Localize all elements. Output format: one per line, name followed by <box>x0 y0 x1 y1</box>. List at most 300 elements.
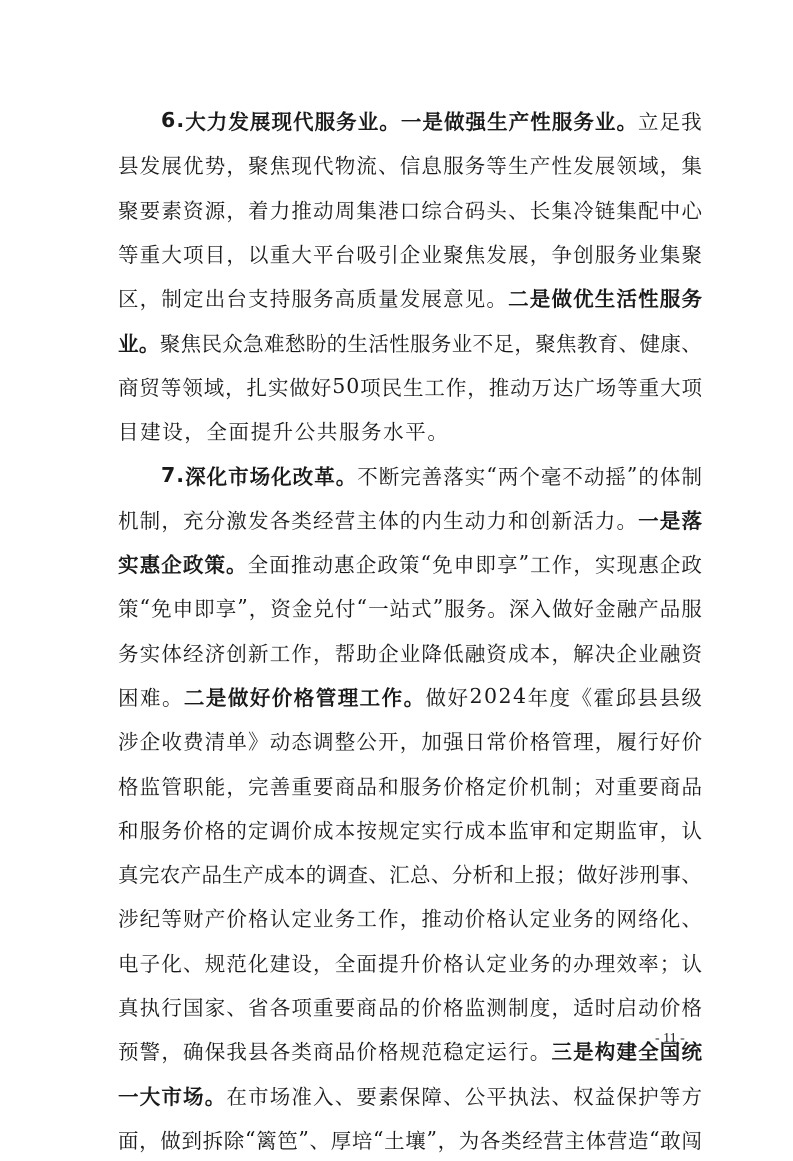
character: 费 <box>183 730 204 755</box>
character: 定 <box>183 287 204 312</box>
character: 作 <box>291 641 312 666</box>
character: 家 <box>204 996 226 1021</box>
character: 合 <box>443 198 464 223</box>
character: 服 <box>681 597 702 622</box>
character: 体 <box>161 641 182 666</box>
character: 率 <box>638 951 659 976</box>
character: 工 <box>424 375 445 400</box>
character: 性 <box>551 154 572 179</box>
character: 经 <box>522 1128 543 1153</box>
character: 办 <box>573 951 594 976</box>
character: 定 <box>573 818 594 843</box>
character: 管 <box>161 774 182 799</box>
character: 聚 <box>118 198 139 223</box>
character: 保 <box>616 1084 637 1109</box>
character: 体 <box>659 464 681 489</box>
character: 现 <box>291 154 312 179</box>
character: 建 <box>269 951 291 976</box>
character: 产 <box>243 863 264 888</box>
character: 大 <box>660 375 681 400</box>
character: 报 <box>535 863 556 888</box>
character: 业 <box>313 907 334 932</box>
character: 益 <box>594 1084 616 1109</box>
character: 做 <box>160 1128 181 1153</box>
character: 领 <box>616 154 637 179</box>
character: 的 <box>399 996 421 1021</box>
character: 务 <box>573 907 594 932</box>
character: 摇 <box>605 464 626 489</box>
character: 定 <box>291 907 312 932</box>
character: 项 <box>183 243 204 268</box>
character: 障 <box>421 1084 442 1109</box>
character: 行 <box>443 818 464 843</box>
character: 调 <box>326 863 348 888</box>
character: 要 <box>139 198 161 223</box>
character: 域 <box>638 154 659 179</box>
bold-character: 服 <box>551 110 573 135</box>
character: 业 <box>638 641 659 666</box>
character: 域 <box>203 375 225 400</box>
bold-character: 业 <box>118 331 139 356</box>
character: 以 <box>248 243 269 268</box>
bold-character: 政 <box>182 553 204 578</box>
character: ， <box>551 641 572 666</box>
character: 难 <box>264 331 285 356</box>
character: 电 <box>118 951 139 976</box>
character: 达 <box>552 375 574 400</box>
character: 年 <box>527 686 549 710</box>
bold-character: 一 <box>400 110 422 135</box>
character: 务 <box>118 641 139 666</box>
character: 民 <box>201 331 222 356</box>
character: 业 <box>551 907 572 932</box>
character: 县 <box>118 154 139 179</box>
character: 财 <box>183 907 204 932</box>
bold-character: 是 <box>529 287 551 312</box>
character: 稳 <box>443 1040 464 1065</box>
character: 、 <box>508 198 529 223</box>
character: 体 <box>378 508 399 533</box>
character: 立 <box>638 110 659 135</box>
text-line <box>118 940 702 984</box>
bold-character: 市 <box>228 464 249 489</box>
character: 闯 <box>681 1128 702 1153</box>
character: 制 <box>508 996 529 1021</box>
character: 动 <box>583 464 605 489</box>
character: 务 <box>430 331 452 356</box>
character: 定 <box>399 818 421 843</box>
character: 级 <box>681 686 702 710</box>
character: 调 <box>313 730 334 755</box>
character: 站 <box>389 597 411 622</box>
character: 申 <box>453 553 475 578</box>
character: ， <box>226 774 247 799</box>
bold-character: . <box>176 108 185 133</box>
character: 制 <box>139 508 161 533</box>
character: 、 <box>681 907 702 932</box>
character: 高 <box>334 287 356 312</box>
character: 成 <box>264 863 285 888</box>
character: 、 <box>430 863 452 888</box>
character: 价 <box>464 907 486 932</box>
character: 格 <box>118 774 139 799</box>
character: ， <box>313 951 334 976</box>
character: 平 <box>405 420 426 445</box>
character: 聚 <box>681 243 702 268</box>
character: 深 <box>508 597 530 622</box>
character: 足 <box>659 110 681 135</box>
character: 2 <box>498 684 512 708</box>
character: 定 <box>529 907 551 932</box>
character: ， <box>573 553 594 578</box>
character: 台 <box>334 243 356 268</box>
character: ” <box>426 1126 437 1151</box>
character: 作 <box>378 907 399 932</box>
character: 免 <box>432 553 453 578</box>
character: 全 <box>206 420 227 445</box>
character: 县 <box>659 686 680 710</box>
character: 不 <box>562 464 583 489</box>
character: ， <box>161 1040 182 1065</box>
character: 、 <box>226 996 247 1021</box>
character: 履 <box>616 730 637 755</box>
character: 生 <box>508 154 529 179</box>
character: 保 <box>399 1084 421 1109</box>
character: 除 <box>223 1128 245 1153</box>
character: 业 <box>508 951 529 976</box>
character: 权 <box>573 1084 594 1109</box>
character: 能 <box>204 774 226 799</box>
text-line <box>118 1073 702 1117</box>
character: 价 <box>226 907 247 932</box>
character: 工 <box>356 907 377 932</box>
character: 监 <box>139 774 161 799</box>
bold-character: . <box>176 462 185 487</box>
bold-character: 管 <box>315 686 337 710</box>
character: 上 <box>514 863 535 888</box>
character: 健 <box>639 331 660 356</box>
bold-character: 好 <box>249 686 271 710</box>
character: 测 <box>486 996 507 1021</box>
text-line <box>118 497 702 541</box>
bold-character: 务 <box>573 110 594 135</box>
character: 各 <box>269 508 291 533</box>
character: 两 <box>497 464 519 489</box>
character: 价 <box>508 730 529 755</box>
character: 2 <box>469 684 483 708</box>
character: ” <box>432 595 444 620</box>
character: 邱 <box>615 686 636 710</box>
character: 流 <box>356 154 377 179</box>
character: 周 <box>334 198 356 223</box>
character: 申 <box>172 597 194 622</box>
character: 和 <box>551 818 572 843</box>
character: 品 <box>201 863 222 888</box>
character: 难 <box>139 686 161 710</box>
character: 规 <box>378 818 399 843</box>
character: ， <box>437 1128 459 1153</box>
character: 、 <box>551 1084 572 1109</box>
character: ； <box>659 951 681 976</box>
text-line <box>118 364 702 408</box>
character: 县 <box>248 1040 269 1065</box>
character: 常 <box>486 730 507 755</box>
text-line <box>118 674 702 718</box>
character: 监 <box>616 818 637 843</box>
character: 工 <box>530 553 551 578</box>
character: 开 <box>378 730 399 755</box>
character: 要 <box>313 774 334 799</box>
character: 行 <box>508 1040 529 1065</box>
character: 业 <box>421 243 442 268</box>
character: ， <box>226 198 247 223</box>
character: 内 <box>421 508 442 533</box>
character: 要 <box>638 774 659 799</box>
character: 态 <box>291 730 312 755</box>
character: 扎 <box>246 375 268 400</box>
character: 商 <box>118 375 139 400</box>
character: 做 <box>551 597 573 622</box>
character: 市 <box>248 1084 269 1109</box>
character: 的 <box>305 863 327 888</box>
character: 生 <box>403 375 424 400</box>
character: ， <box>313 641 334 666</box>
character: 惠 <box>334 553 355 578</box>
character: 》 <box>248 730 269 755</box>
character: 面 <box>228 420 249 445</box>
character: 企 <box>355 553 377 578</box>
character: ； <box>556 863 577 888</box>
character: 等 <box>617 375 638 400</box>
character: 成 <box>313 818 334 843</box>
character: 实 <box>594 553 616 578</box>
character: 格 <box>204 818 226 843</box>
character: 制 <box>161 287 182 312</box>
character: 价 <box>356 1040 377 1065</box>
character: 动 <box>464 508 486 533</box>
character: 活 <box>573 508 594 533</box>
bold-character: 活 <box>616 287 637 312</box>
character: 发 <box>573 154 594 179</box>
character: 职 <box>183 774 204 799</box>
bold-character: 惠 <box>139 553 161 578</box>
character: 网 <box>616 907 637 932</box>
character: 大 <box>291 243 312 268</box>
character: 新 <box>551 508 572 533</box>
character: 我 <box>681 110 702 135</box>
character: 效 <box>616 951 637 976</box>
bold-character: 生 <box>594 287 616 312</box>
character: 展 <box>421 287 442 312</box>
character: 和 <box>378 774 399 799</box>
character: 链 <box>594 198 616 223</box>
character: 析 <box>472 863 494 888</box>
character: 全 <box>247 553 269 578</box>
character: 单 <box>226 730 247 755</box>
character: 造 <box>628 1128 649 1153</box>
character: 重 <box>638 375 660 400</box>
character: 品 <box>681 774 702 799</box>
character: 冷 <box>573 198 594 223</box>
character: 。 <box>616 508 637 533</box>
character: 商 <box>334 774 356 799</box>
character: 。 <box>486 287 507 312</box>
character: 集 <box>681 154 702 179</box>
character: 享 <box>215 597 237 622</box>
character: 本 <box>529 641 551 666</box>
character: 、 <box>443 1084 464 1109</box>
character: 类 <box>501 1128 522 1153</box>
character: 金 <box>595 597 616 622</box>
character: 面 <box>356 951 377 976</box>
bold-character: 建 <box>616 1040 637 1065</box>
character: 日 <box>464 730 486 755</box>
character: 品 <box>378 996 399 1021</box>
character: 民 <box>381 375 403 400</box>
character: 策 <box>398 553 420 578</box>
page-number: - 11 - <box>655 1031 685 1046</box>
character: 价 <box>508 774 529 799</box>
character: 涉 <box>118 907 139 932</box>
bold-character: 力 <box>206 110 228 135</box>
character: 、 <box>681 863 702 888</box>
character: 重 <box>313 996 334 1021</box>
character: 毫 <box>540 464 562 489</box>
text-line <box>118 718 702 762</box>
character: 总 <box>410 863 431 888</box>
character: 各 <box>269 1040 291 1065</box>
character: 国 <box>183 996 204 1021</box>
character: 引 <box>378 243 399 268</box>
character: 发 <box>248 508 269 533</box>
character: 政 <box>681 553 702 578</box>
character: 、 <box>618 331 640 356</box>
character: 平 <box>313 243 334 268</box>
character: “ <box>486 462 497 487</box>
character: 生 <box>443 508 464 533</box>
bold-character: 深 <box>185 464 206 489</box>
bold-character: 务 <box>336 110 357 135</box>
character: 服 <box>443 154 464 179</box>
bold-character: 。 <box>226 553 247 578</box>
character: 启 <box>616 996 637 1021</box>
bold-character: 做 <box>227 686 249 710</box>
character: 聚 <box>159 331 181 356</box>
bold-character: 业 <box>594 110 616 135</box>
character: 我 <box>226 1040 247 1065</box>
character: 主 <box>564 1128 586 1153</box>
character: 业 <box>638 243 659 268</box>
character: 面 <box>118 1128 139 1153</box>
text-line <box>118 630 702 674</box>
character: 务 <box>616 243 637 268</box>
character: 决 <box>594 641 616 666</box>
character: 力 <box>486 508 507 533</box>
character: 全 <box>334 951 356 976</box>
character: 本 <box>284 863 306 888</box>
character: 资 <box>681 641 702 666</box>
character: 品 <box>356 774 377 799</box>
bold-character: 场 <box>183 1084 204 1109</box>
character: 重 <box>616 774 637 799</box>
character: 审 <box>529 818 551 843</box>
bold-character: 一 <box>118 1084 139 1109</box>
character: 公 <box>356 730 377 755</box>
character: 省 <box>248 996 269 1021</box>
character: 理 <box>573 730 594 755</box>
text-line <box>118 984 702 1028</box>
character: 展 <box>508 243 529 268</box>
character: 融 <box>616 597 638 622</box>
character: ， <box>226 243 247 268</box>
character: 新 <box>248 641 269 666</box>
character: 霍 <box>593 686 614 710</box>
character: 企 <box>616 641 637 666</box>
character: 行 <box>161 996 182 1021</box>
bold-character: 。 <box>403 686 425 710</box>
character: 实 <box>267 375 289 400</box>
character: ， <box>225 375 246 400</box>
character: 务 <box>464 154 486 179</box>
character: 发 <box>399 287 421 312</box>
character: 纪 <box>139 907 161 932</box>
character: 工 <box>269 641 291 666</box>
character: ， <box>551 996 572 1021</box>
character: 不 <box>472 331 494 356</box>
bold-character: 生 <box>487 110 508 135</box>
character: 码 <box>464 198 486 223</box>
character: 息 <box>421 154 442 179</box>
character: 产 <box>204 907 226 932</box>
character: 动 <box>443 907 464 932</box>
character: 营 <box>334 508 356 533</box>
character: 服 <box>410 331 431 356</box>
bold-character: 理 <box>337 686 359 710</box>
text-line <box>118 1028 702 1072</box>
character: 的 <box>638 464 659 489</box>
character: 范 <box>226 951 247 976</box>
character: 享 <box>496 553 518 578</box>
character: 心 <box>681 198 702 223</box>
character: 认 <box>269 907 291 932</box>
body-text <box>118 98 702 1161</box>
bold-character: 化 <box>206 464 228 489</box>
character: 要 <box>334 996 356 1021</box>
bold-character: 企 <box>161 553 182 578</box>
character: 创 <box>226 641 247 666</box>
character: ， <box>139 1128 160 1153</box>
character: 集 <box>551 198 572 223</box>
character: 助 <box>356 641 377 666</box>
character: 策 <box>118 597 139 622</box>
character: 吸 <box>356 243 377 268</box>
character: 即 <box>194 597 215 622</box>
character: 教 <box>576 331 598 356</box>
text-line <box>118 585 702 629</box>
character: 监 <box>508 818 529 843</box>
character: 式 <box>411 597 432 622</box>
character: 预 <box>118 1040 139 1065</box>
character: 各 <box>269 996 291 1021</box>
bold-character: 。 <box>138 331 160 356</box>
bold-character: 。 <box>379 110 400 135</box>
bold-character: 场 <box>249 464 271 489</box>
character: 焦 <box>269 154 291 179</box>
character: 营 <box>606 1128 628 1153</box>
character: 等 <box>118 243 139 268</box>
character: 准 <box>291 1084 312 1109</box>
bold-character: 服 <box>314 110 336 135</box>
